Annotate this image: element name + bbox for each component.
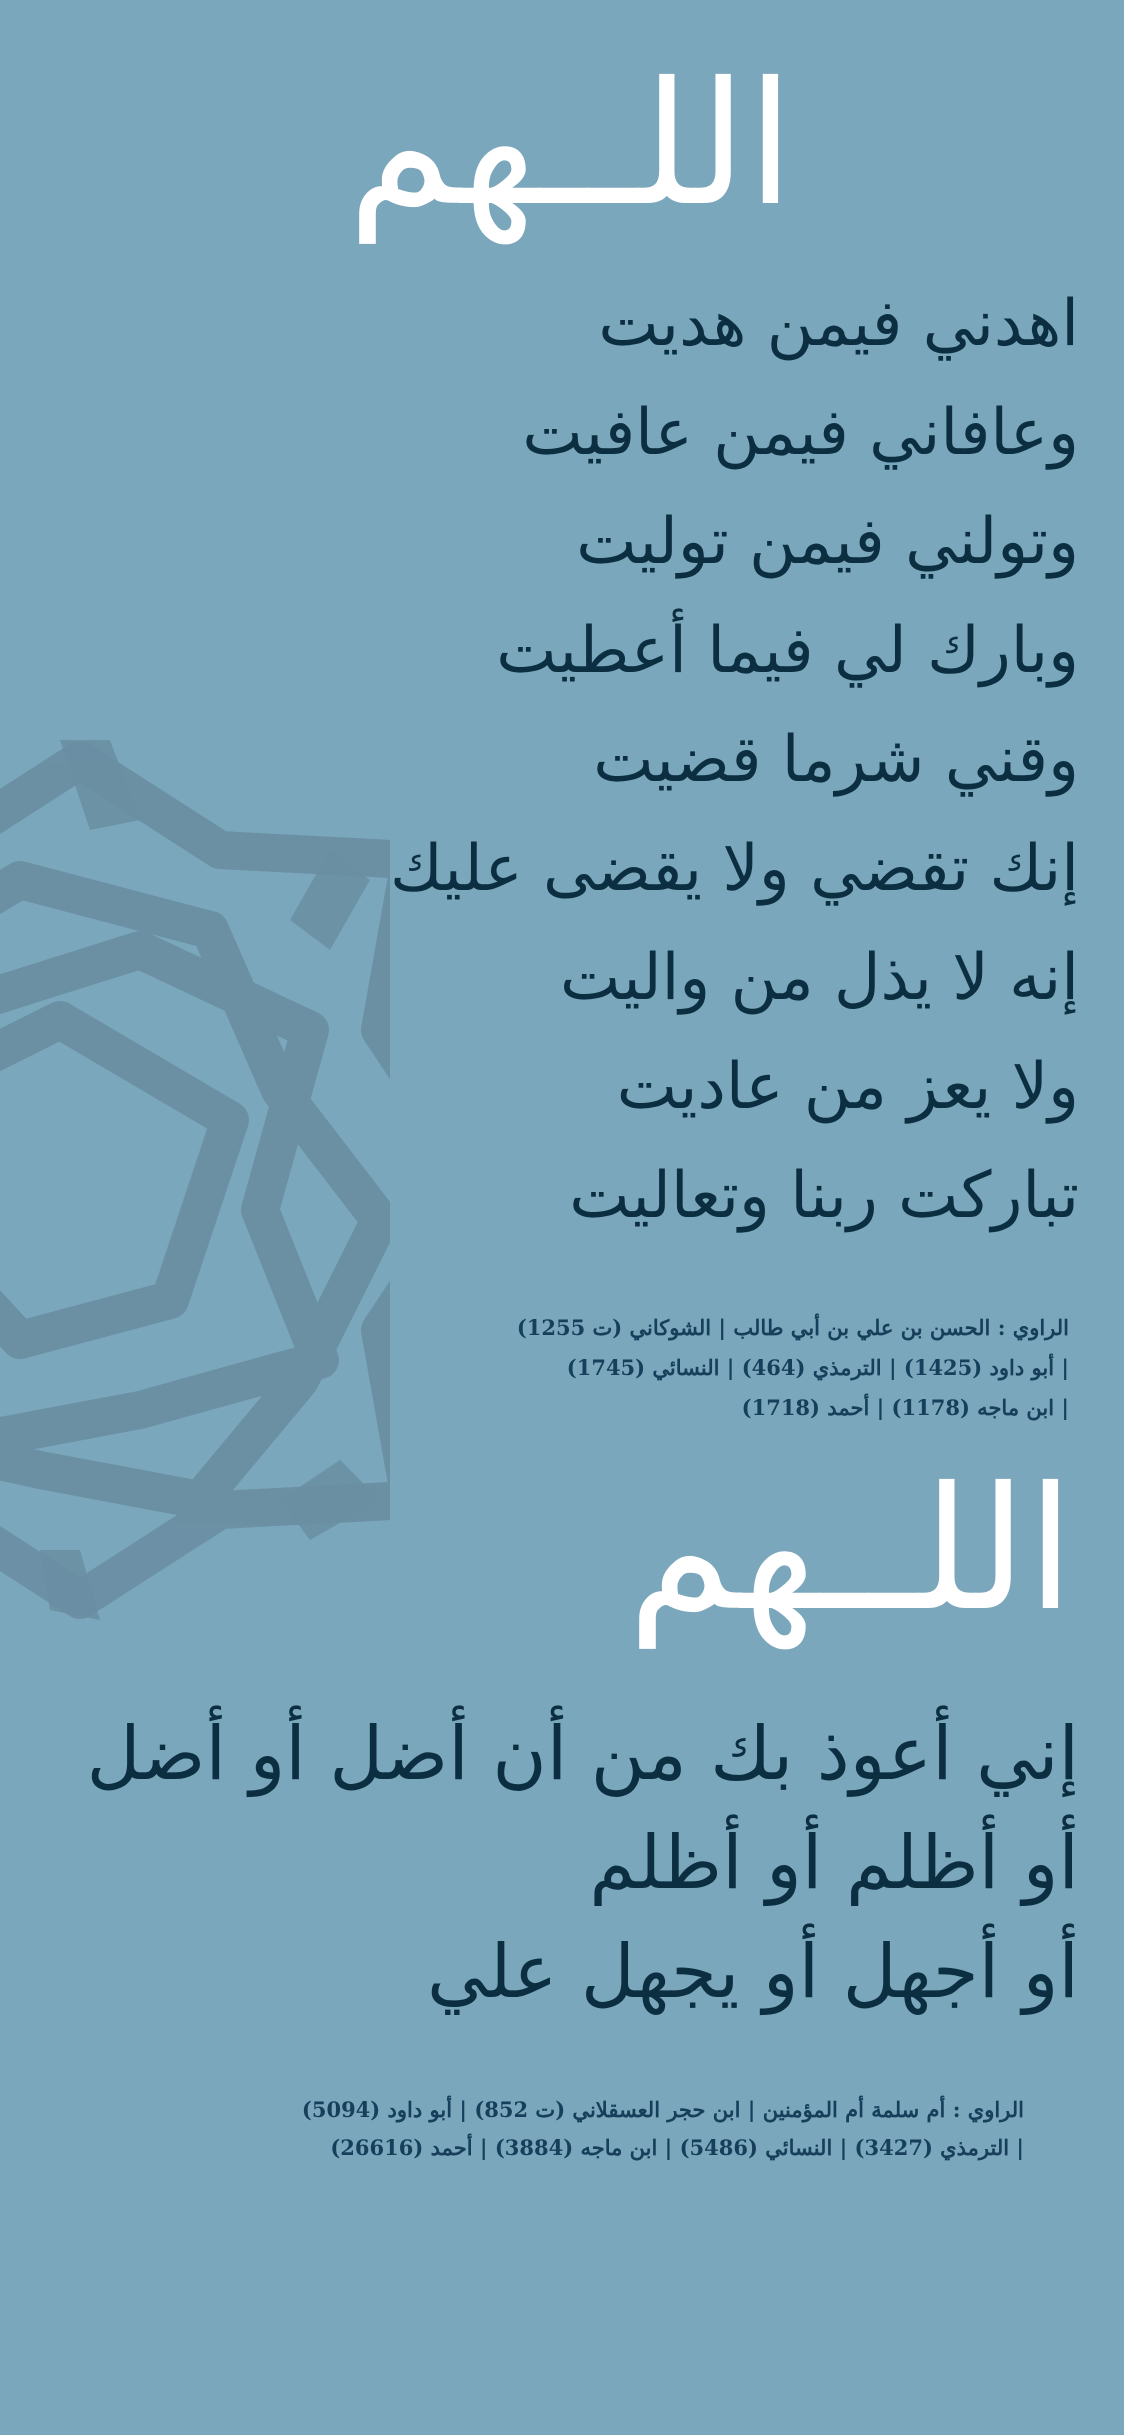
dua2-lines	[87, 1700, 1079, 2027]
dua1-line: وعافاني فيمن عافيت	[522, 396, 1079, 470]
dua1-source	[517, 1308, 1069, 1428]
islamic-star-ornament	[0, 700, 390, 1660]
dua1-line: إنك تقضي ولا يقضى عليك	[390, 832, 1079, 906]
dua1-line: وقني شرما قضيت	[593, 723, 1079, 797]
dua2-source-line: | الترمذي (3427) | النسائي (5486) | ابن ماجه (3884) | أحمد (26616)	[330, 2135, 1024, 2160]
dua1-line: ولا يعز من عاديت	[616, 1050, 1079, 1124]
dua1-line: اهدني فيمن هديت	[598, 287, 1079, 361]
dua2-source-line: الراوي : أم سلمة أم المؤمنين | ابن حجر العسقلاني (ت 852) | أبو داود (5094)	[301, 2097, 1024, 2122]
dua2-line: أو أجهل أو يجهل علي	[427, 1929, 1079, 2015]
dua2-line: إني أعوذ بك من أن أضل أو أضل	[86, 1711, 1079, 1797]
dua1-line: تباركت ربنا وتعاليت	[569, 1159, 1079, 1233]
dua2-source	[302, 2091, 1024, 2167]
dua1-lines	[390, 270, 1079, 1251]
dua1-title: اللــهم	[347, 46, 794, 244]
dua2-line: أو أظلم أو أظلم	[589, 1820, 1079, 1906]
dua1-source-line: الراوي : الحسن بن علي بن أبي طالب | الشوكاني (ت 1255)	[516, 1315, 1069, 1340]
dua1-source-line: | أبو داود (1425) | الترمذي (464) | النسائي (1745)	[566, 1355, 1069, 1380]
dua2-title: اللــهم	[627, 1451, 1074, 1649]
dua1-source-line: | ابن ماجه (1178) | أحمد (1718)	[741, 1395, 1069, 1420]
dua1-line: وبارك لي فيما أعطيت	[496, 614, 1079, 688]
dua1-line: وتولني فيمن توليت	[576, 505, 1079, 579]
dua1-line: إنه لا يذل من واليت	[559, 941, 1079, 1015]
